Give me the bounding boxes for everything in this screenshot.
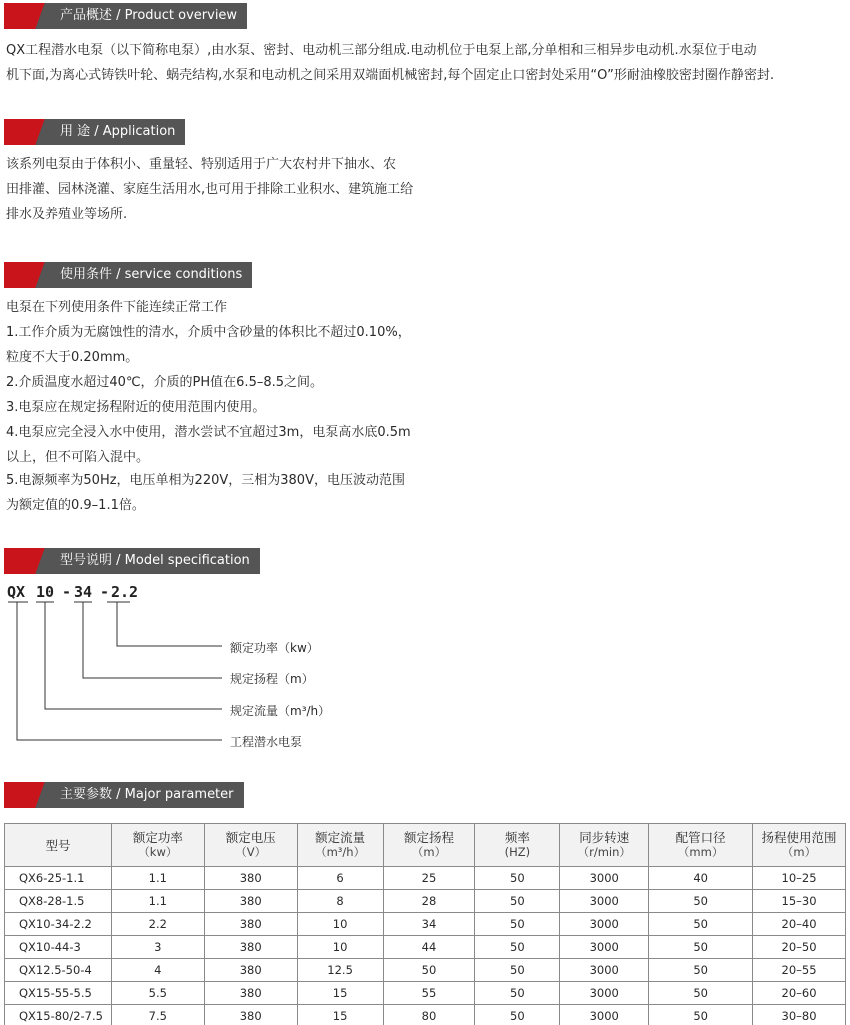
table-cell: 1.1 (111, 890, 204, 913)
section-title-overview: 产品概述 / Product overview (50, 3, 247, 29)
table-cell: 3000 (560, 982, 649, 1005)
table-cell: 3000 (560, 867, 649, 890)
conditions-line-2: 1.工作介质为无腐蚀性的清水，介质中含砂量的体积比不超过0.10%， (6, 325, 411, 340)
parameter-table (4, 823, 846, 1025)
table-cell: 50 (475, 959, 560, 982)
header-name: 频率 (504, 830, 530, 845)
table-cell: 15 (297, 982, 383, 1005)
table-cell: QX8-28-1.5 (5, 890, 112, 913)
header-accent (4, 119, 50, 145)
table-cell: 1.1 (111, 867, 204, 890)
conditions-line-4: 2.介质温度水超过40℃，介质的PH值在6.5–8.5之间。 (6, 375, 324, 390)
conditions-line-8: 5.电源频率为50Hz，电压单相为220V，三相为380V，电压波动范围 (6, 473, 405, 488)
overview-line-2: 机下面,为离心式铸铁叶轮、蜗壳结构,水泵和电动机之间采用双端面机械密封,每个固定止口密封处采用“O”形耐油橡胶密封圈作静密封. (6, 68, 775, 83)
table-cell: 380 (204, 1005, 297, 1025)
section-header-model (4, 548, 260, 574)
conditions-line-6: 4.电泵应完全浸入水中使用，潜水尝试不宜超过3m，电泵高水底0.5m (6, 425, 411, 440)
application-line-1: 该系列电泵由于体积小、重量轻、特别适用于广大农村井下抽水、农 (6, 157, 397, 172)
conditions-line-1: 电泵在下列使用条件下能连续正常工作 (6, 300, 228, 315)
table-cell: 28 (383, 890, 475, 913)
model-label-head: 规定扬程（m） (230, 672, 314, 686)
table-cell: 20–40 (753, 913, 846, 936)
table-cell: 50 (649, 1005, 753, 1025)
header-accent (4, 3, 50, 29)
header-name: 扬程使用范围 (761, 830, 837, 845)
table-cell: 380 (204, 913, 297, 936)
header-accent (4, 782, 50, 808)
header-unit: （V） (235, 845, 267, 859)
header-name: 配管口径 (675, 830, 726, 845)
model-label-power: 额定功率（kw） (230, 641, 319, 655)
table-cell: QX15-80/2-7.5 (5, 1005, 112, 1025)
model-code-dash-2: - (100, 583, 110, 601)
table-header-cell (383, 824, 475, 867)
table-cell: 7.5 (111, 1005, 204, 1025)
table-cell: 12.5 (297, 959, 383, 982)
model-tree-lines (0, 598, 240, 748)
table-cell: 50 (475, 982, 560, 1005)
table-cell: 50 (475, 867, 560, 890)
table-cell: 20–60 (753, 982, 846, 1005)
table-header-cell (753, 824, 846, 867)
header-name: 额定电压 (225, 830, 276, 845)
table-cell: 50 (649, 959, 753, 982)
model-label-flow: 规定流量（m³/h） (230, 704, 331, 718)
model-code-dash-1: - (62, 583, 72, 601)
overview-line-1: QX工程潜水电泵（以下简称电泵）,由水泵、密封、电动机三部分组成.电动机位于电泵上部,分单相和三相异步电动机.水泵位于电动 (6, 43, 757, 58)
header-unit: （r/min） (577, 845, 631, 859)
table-cell: QX12.5-50-4 (5, 959, 112, 982)
header-unit: （mm） (677, 845, 724, 859)
table-cell: 15 (297, 1005, 383, 1025)
table-cell: 50 (475, 1005, 560, 1025)
table-header-cell (111, 824, 204, 867)
table-cell: 380 (204, 982, 297, 1005)
table-cell: 3000 (560, 959, 649, 982)
table-cell: 3000 (560, 1005, 649, 1025)
table-cell: 55 (383, 982, 475, 1005)
table-row (5, 936, 846, 959)
header-name: 同步转速 (579, 830, 630, 845)
section-title-conditions: 使用条件 / service conditions (50, 262, 252, 288)
table-cell: 8 (297, 890, 383, 913)
table-cell: 80 (383, 1005, 475, 1025)
table-header-cell (5, 824, 112, 867)
model-code-flow: 10 (36, 583, 55, 601)
header-unit: （kw） (138, 845, 178, 859)
table-cell: 380 (204, 936, 297, 959)
section-title-application: 用 途 / Application (50, 119, 185, 145)
table-cell: 50 (383, 959, 475, 982)
model-code-power: 2.2 (111, 583, 139, 601)
table-cell: 380 (204, 890, 297, 913)
header-unit: （m³/h） (315, 845, 366, 859)
conditions-line-9: 为额定值的0.9–1.1倍。 (6, 498, 145, 513)
table-row (5, 867, 846, 890)
section-header-overview (4, 3, 247, 29)
table-cell: 50 (649, 890, 753, 913)
header-accent (4, 262, 50, 288)
header-name: 型号 (45, 837, 71, 853)
table-cell: 380 (204, 959, 297, 982)
table-cell: 15–30 (753, 890, 846, 913)
table-cell: 380 (204, 867, 297, 890)
application-line-3: 排水及养殖业等场所. (6, 207, 128, 222)
table-row (5, 913, 846, 936)
table-header-cell (475, 824, 560, 867)
section-header-parameters (4, 782, 244, 808)
table-cell: 3 (111, 936, 204, 959)
conditions-line-5: 3.电泵应在规定扬程附近的使用范围内使用。 (6, 400, 266, 415)
table-cell: QX10-34-2.2 (5, 913, 112, 936)
table-cell: 10 (297, 936, 383, 959)
table-cell: 2.2 (111, 913, 204, 936)
header-accent (4, 548, 50, 574)
table-cell: 3000 (560, 936, 649, 959)
table-row (5, 1005, 846, 1025)
model-code-head: 34 (74, 583, 93, 601)
section-header-application (4, 119, 185, 145)
table-cell: 5.5 (111, 982, 204, 1005)
table-row (5, 982, 846, 1005)
table-row (5, 959, 846, 982)
table-cell: 50 (475, 913, 560, 936)
table-cell: 20–50 (753, 936, 846, 959)
table-cell: 50 (649, 936, 753, 959)
table-header-cell (297, 824, 383, 867)
table-cell: 3000 (560, 913, 649, 936)
table-cell: 50 (649, 913, 753, 936)
header-unit: (HZ) (504, 845, 531, 859)
header-name: 额定扬程 (403, 830, 454, 845)
table-header-cell (204, 824, 297, 867)
header-unit: （m） (781, 845, 817, 859)
table-cell: 50 (649, 982, 753, 1005)
conditions-line-7: 以上，但不可陷入混中。 (6, 450, 150, 465)
table-cell: QX15-55-5.5 (5, 982, 112, 1005)
table-cell: 50 (475, 890, 560, 913)
table-cell: 25 (383, 867, 475, 890)
table-cell: 44 (383, 936, 475, 959)
table-cell: 10–25 (753, 867, 846, 890)
table-cell: 10 (297, 913, 383, 936)
header-name: 额定功率 (132, 830, 183, 845)
table-header-row (5, 824, 846, 867)
application-line-2: 田排灌、园林浇灌、家庭生活用水,也可用于排除工业积水、建筑施工给 (6, 182, 414, 197)
section-header-conditions (4, 262, 252, 288)
model-code-prefix: QX (7, 583, 26, 601)
table-cell: 3000 (560, 890, 649, 913)
table-cell: 20–55 (753, 959, 846, 982)
table-cell: 34 (383, 913, 475, 936)
header-name: 额定流量 (315, 830, 366, 845)
table-cell: 40 (649, 867, 753, 890)
table-cell: 30–80 (753, 1005, 846, 1025)
table-cell: 6 (297, 867, 383, 890)
model-label-prefix: 工程潜水电泵 (230, 735, 303, 749)
table-row (5, 890, 846, 913)
header-unit: （m） (411, 845, 447, 859)
section-title-parameters: 主要参数 / Major parameter (50, 782, 244, 808)
section-title-model: 型号说明 / Model specification (50, 548, 260, 574)
conditions-line-3: 粒度不大于0.20mm。 (6, 350, 139, 365)
table-cell: QX6-25-1.1 (5, 867, 112, 890)
table-cell: QX10-44-3 (5, 936, 112, 959)
table-cell: 50 (475, 936, 560, 959)
table-cell: 4 (111, 959, 204, 982)
table-header-cell (560, 824, 649, 867)
table-header-cell (649, 824, 753, 867)
